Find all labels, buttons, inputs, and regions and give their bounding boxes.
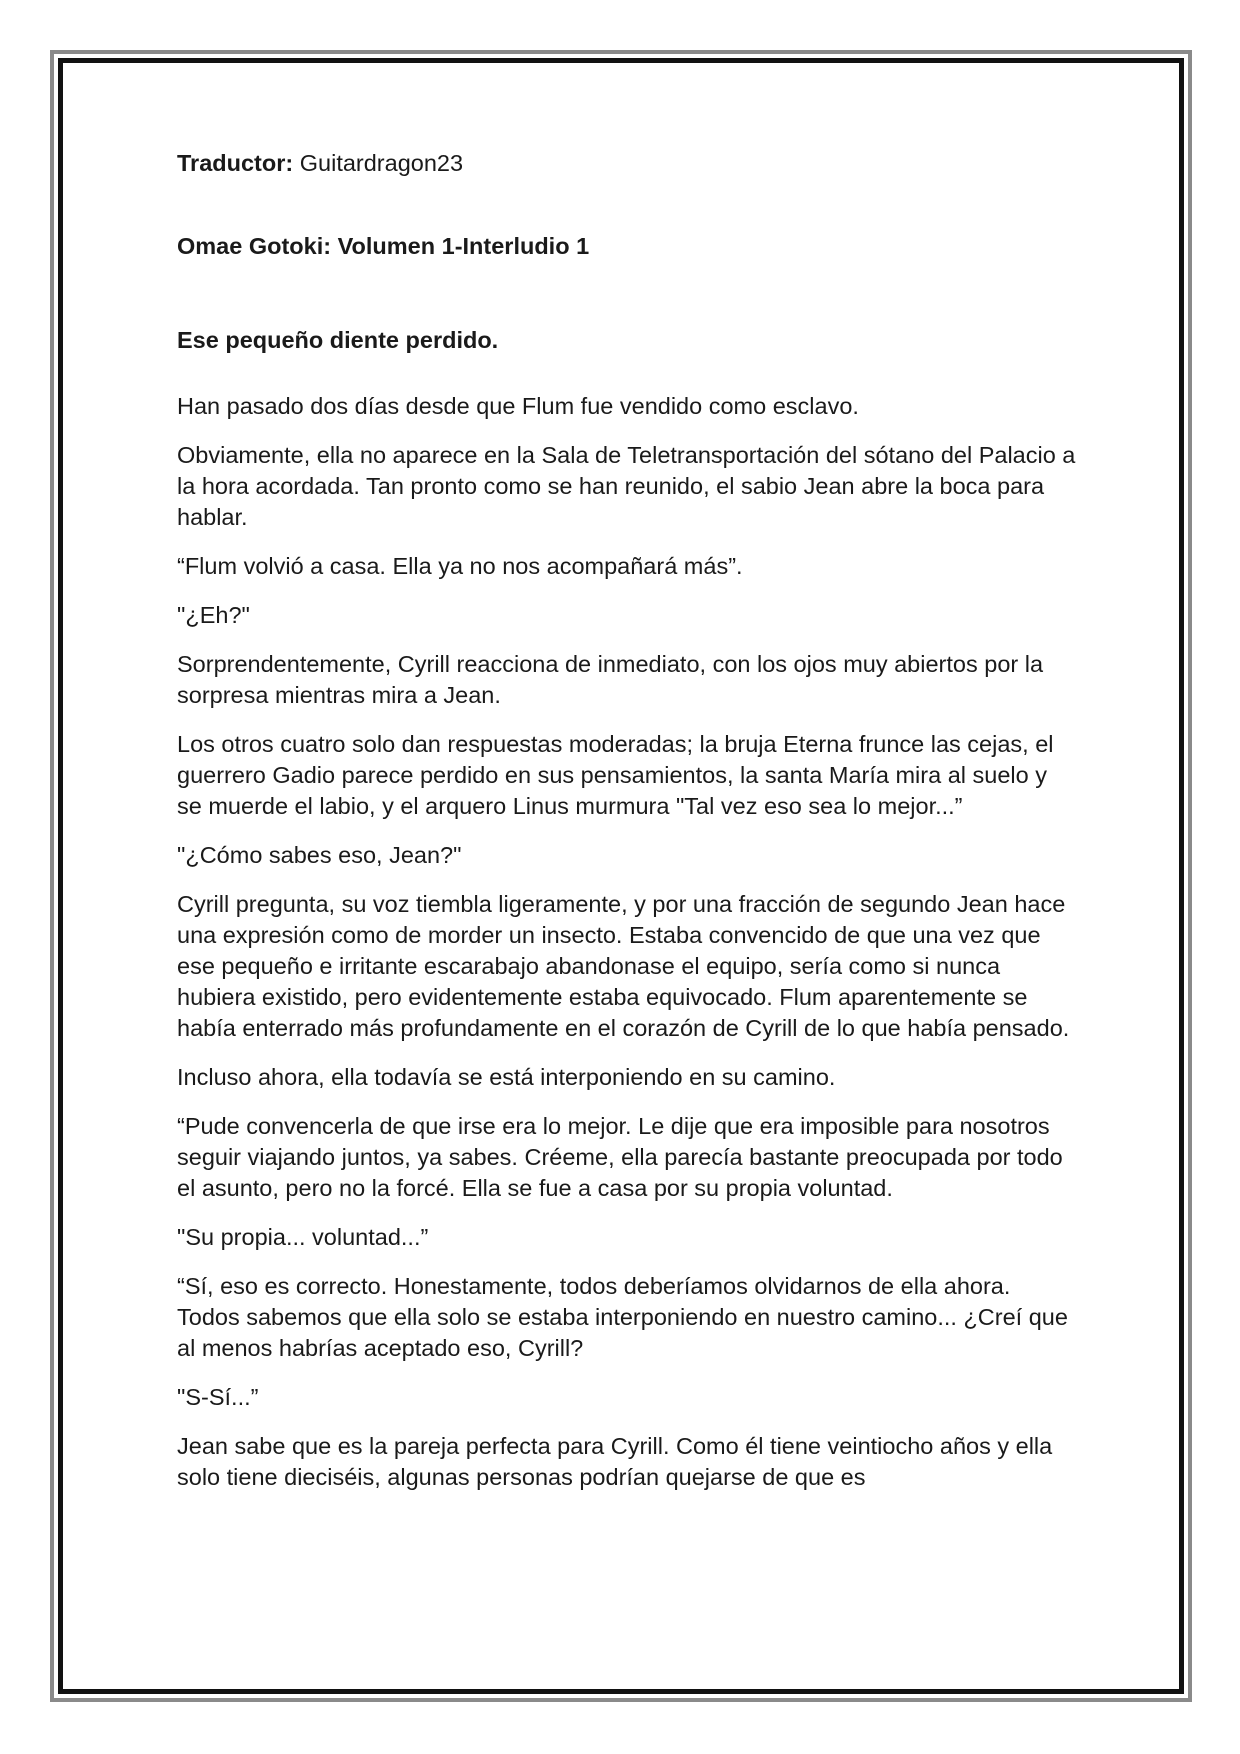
paragraph: "¿Eh?" [177, 602, 250, 628]
paragraph: "¿Cómo sabes eso, Jean?" [177, 842, 462, 868]
paragraph: Incluso ahora, ella todavía se está interponiendo en su camino. [177, 1064, 836, 1090]
paragraph: Obviamente, ella no aparece en la Sala de Teletransportación del sótano del Palacio a la hora acordada. Tan pronto como se han reunido, el sabio Jean abre la boca para hablar. [177, 442, 1076, 530]
paragraph: Jean sabe que es la pareja perfecta para Cyrill. Como él tiene veintiocho años y ella solo tiene dieciséis, algunas personas podrían quejarse de que es [177, 1433, 1053, 1490]
volume-title: Omae Gotoki: Volumen 1-Interludio 1 [177, 233, 590, 259]
paragraph: "S-Sí...” [177, 1384, 259, 1410]
translator-name: Guitardragon23 [293, 150, 464, 176]
translator-label: Traductor: [177, 150, 294, 176]
document-content [177, 148, 1077, 1511]
paragraph: “Flum volvió a casa. Ella ya no nos acompañará más”. [177, 553, 743, 579]
paragraph: Cyrill pregunta, su voz tiembla ligeramente, y por una fracción de segundo Jean hace una expresión como de morder un insecto. Estaba convencido de que una vez que ese pequeño e irritante escarabajo abandonase el equipo, sería como si nunca hubiera existido, pero evidentemente estaba equivocado. Flum aparentemente se había enterrado más profundamente en el corazón de Cyrill de lo que había pensado. [177, 891, 1070, 1041]
paragraph: Han pasado dos días desde que Flum fue vendido como esclavo. [177, 393, 859, 419]
translator-line [177, 148, 1077, 179]
paragraph: Sorprendentemente, Cyrill reacciona de inmediato, con los ojos muy abiertos por la sorpresa mientras mira a Jean. [177, 651, 1044, 708]
paragraph: “Pude convencerla de que irse era lo mejor. Le dije que era imposible para nosotros seguir viajando juntos, ya sabes. Créeme, ella parecía bastante preocupada por todo el asunto, pero no la forcé. Ella se fue a casa por su propia voluntad. [177, 1113, 1063, 1201]
paragraph: "Su propia... voluntad...” [177, 1224, 429, 1250]
paragraph: Los otros cuatro solo dan respuestas moderadas; la bruja Eterna frunce las cejas, el guerrero Gadio parece perdido en sus pensamientos, la santa María mira al suelo y se muerde el labio, y el arquero Linus murmura "Tal vez eso sea lo mejor...” [177, 731, 1054, 819]
chapter-title: Ese pequeño diente perdido. [177, 327, 499, 353]
chapter-body [177, 391, 1077, 1493]
paragraph: “Sí, eso es correcto. Honestamente, todos deberíamos olvidarnos de ella ahora. Todos sabemos que ella solo se estaba interponiendo en nuestro camino... ¿Creí que al menos habrías aceptado eso, Cyrill? [177, 1273, 1068, 1361]
